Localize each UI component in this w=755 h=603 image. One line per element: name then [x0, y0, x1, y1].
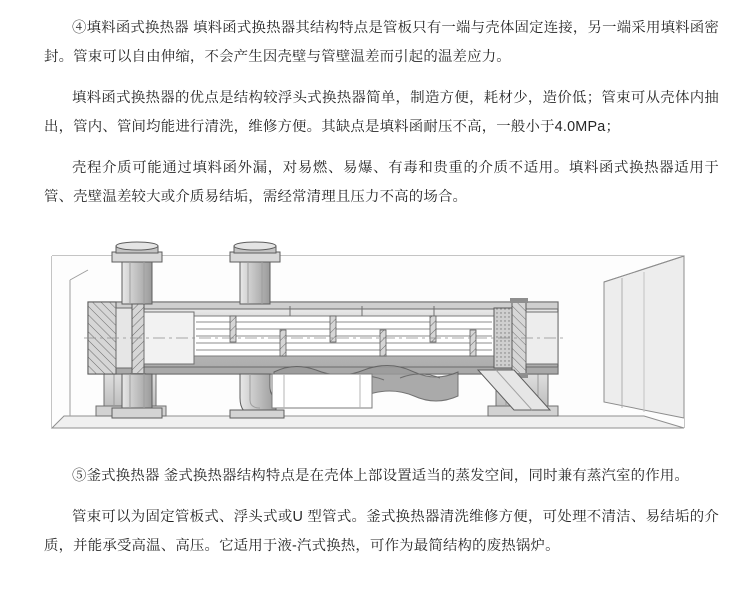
paragraph-5: 管束可以为固定管板式、浮头式或U 型管式。釜式换热器清洗维修方便，可处理不清洁、易结垢的介质，并能承受高温、高压。它适用于液-汽式换热，可作为最简结构的废热锅炉。 — [44, 509, 719, 554]
paragraph-gap-1 — [0, 72, 755, 84]
paragraph-2: 填料函式换热器的优点是结构较浮头式换热器简单，制造方便，耗材少，造价低；管束可从壳体内抽出，管内、管间均能进行清洗，维修方便。其缺点是填料函耐压不高，一般小于4.0MPa； — [44, 90, 719, 135]
top-spacer — [0, 0, 755, 14]
figure-gap — [0, 452, 755, 462]
paragraph-4: ⑤釜式换热器 釜式换热器结构特点是在壳体上部设置适当的蒸发空间，同时兼有蒸汽室的作用。 — [72, 468, 690, 484]
paragraph-gap-2 — [0, 142, 755, 154]
heat-exchanger-figure — [44, 220, 709, 452]
heat-exchanger-diagram — [44, 220, 709, 452]
paragraph-gap-4 — [0, 491, 755, 503]
paragraph-1: ④填料函式换热器 填料函式换热器其结构特点是管板只有一端与壳体固定连接，另一端采用填料函密封。管束可以自由伸缩，不会产生因壳壁与管壁温差而引起的温差应力。 — [44, 20, 719, 65]
paragraph-3: 壳程介质可能通过填料函外漏，对易燃、易爆、有毒和贵重的介质不适用。填料函式换热器适用于管、壳壁温差较大或介质易结垢，需经常清理且压力不高的场合。 — [44, 160, 719, 205]
